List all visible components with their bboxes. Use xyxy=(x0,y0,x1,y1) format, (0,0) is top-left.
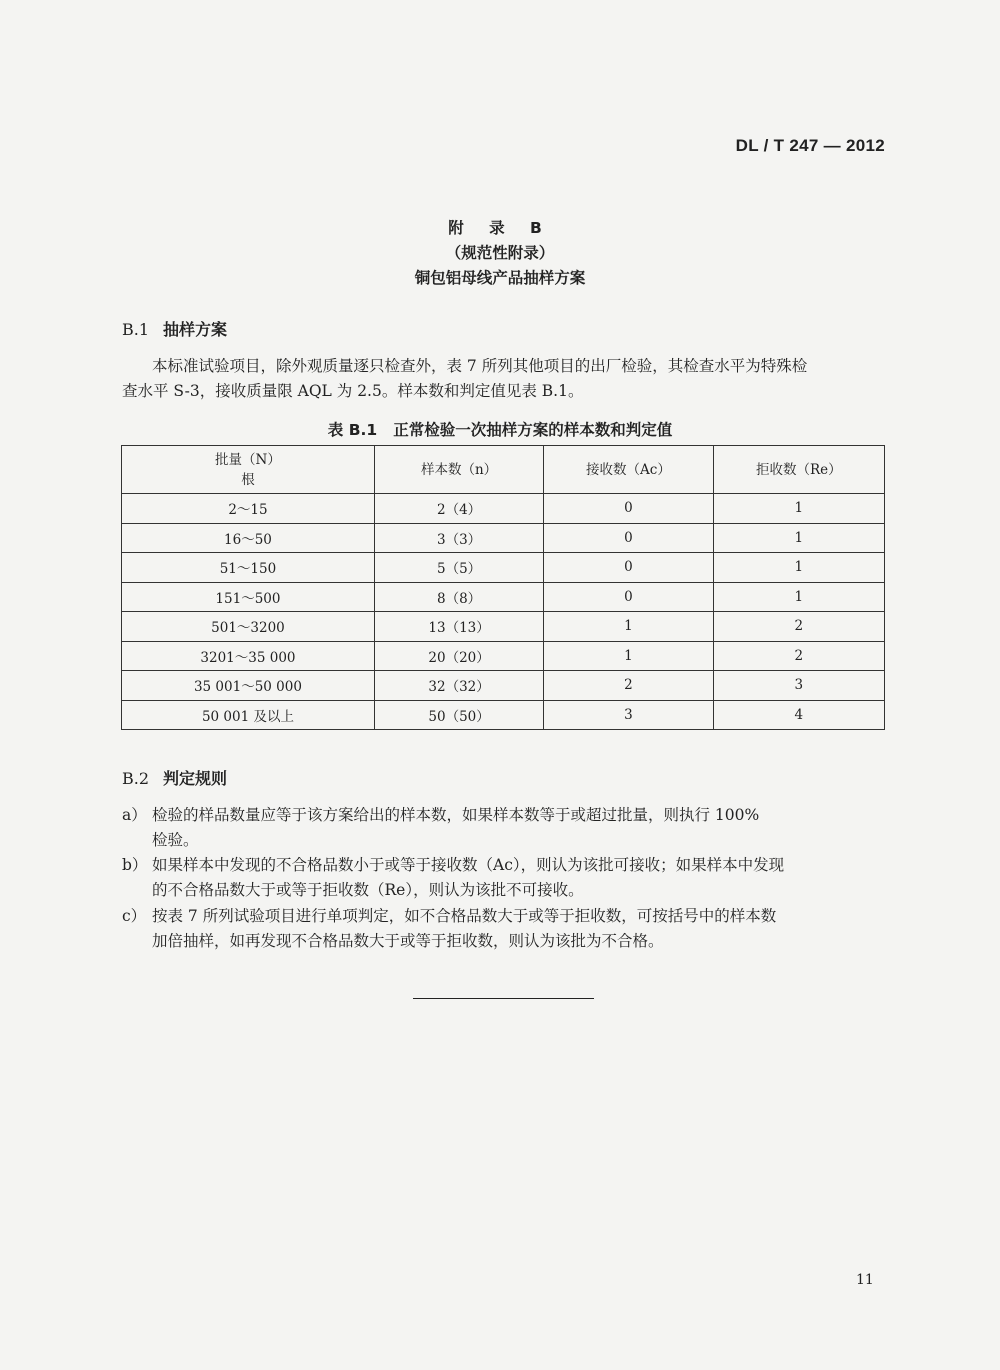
cell-re: 4 xyxy=(713,700,884,730)
cell-sample: 2（4） xyxy=(374,494,543,524)
list-item xyxy=(122,853,887,903)
cell-ac: 2 xyxy=(544,671,713,701)
cell-sample: 50（50） xyxy=(374,700,543,730)
cell-sample: 32（32） xyxy=(374,671,543,701)
cell-ac: 0 xyxy=(544,494,713,524)
list-marker: b） xyxy=(122,856,148,874)
table-header-row xyxy=(122,446,885,494)
cell-sample: 8（8） xyxy=(374,582,543,612)
table-row xyxy=(122,612,885,642)
list-item-line-1: 如果样本中发现的不合格品数小于或等于接收数（Ac），则认为该批可接收；如果样本中发现 xyxy=(152,856,785,874)
cell-re: 2 xyxy=(713,612,884,642)
cell-re: 2 xyxy=(713,641,884,671)
list-item-line-2: 检验。 xyxy=(152,831,199,849)
table-row xyxy=(122,494,885,524)
list-item-line-2: 的不合格品数大于或等于拒收数（Re），则认为该批不可接收。 xyxy=(152,881,584,899)
section-b2-number: B.2 xyxy=(122,769,150,788)
cell-batch: 35 001～50 000 xyxy=(122,671,375,701)
cell-batch: 151～500 xyxy=(122,582,375,612)
cell-sample: 5（5） xyxy=(374,553,543,583)
list-marker: c） xyxy=(122,907,147,925)
cell-ac: 3 xyxy=(544,700,713,730)
list-marker: a） xyxy=(122,806,147,824)
table-row xyxy=(122,700,885,730)
table-row xyxy=(122,582,885,612)
header-batch-line2: 根 xyxy=(241,471,255,488)
appendix-title: 附 录 B xyxy=(448,219,552,237)
section-b1-title: 抽样方案 xyxy=(163,320,228,339)
list-item-line-2: 加倍抽样，如再发现不合格品数大于或等于拒收数，则认为该批为不合格。 xyxy=(152,932,664,950)
cell-batch: 3201～35 000 xyxy=(122,641,375,671)
section-b2-heading xyxy=(122,766,227,789)
end-rule-divider xyxy=(413,998,594,999)
cell-ac: 0 xyxy=(544,523,713,553)
standard-code: DL / T 247 — 2012 xyxy=(735,136,885,155)
cell-sample: 20（20） xyxy=(374,641,543,671)
cell-batch: 16～50 xyxy=(122,523,375,553)
cell-sample: 13（13） xyxy=(374,612,543,642)
section-b2-title: 判定规则 xyxy=(163,769,228,788)
section-b1-paragraph xyxy=(122,354,887,404)
paragraph-line-2: 查水平 S-3，接收质量限 AQL 为 2.5。样本数和判定值见表 B.1。 xyxy=(122,382,584,400)
list-item xyxy=(122,904,887,954)
header-sample-size: 样本数（n） xyxy=(374,446,543,494)
cell-ac: 0 xyxy=(544,553,713,583)
cell-re: 1 xyxy=(713,523,884,553)
section-b1-heading xyxy=(122,317,227,340)
list-item xyxy=(122,803,887,853)
table-number: 表 B.1 xyxy=(327,421,378,439)
cell-batch: 2～15 xyxy=(122,494,375,524)
table-caption xyxy=(0,418,1000,440)
paragraph-line-1: 本标准试验项目，除外观质量逐只检查外，表 7 所列其他项目的出厂检验，其检查水平为特殊检 xyxy=(152,357,808,375)
header-batch xyxy=(122,446,375,494)
cell-ac: 1 xyxy=(544,612,713,642)
list-item-line-1: 按表 7 所列试验项目进行单项判定，如不合格品数大于或等于拒收数，可按括号中的样本数 xyxy=(152,907,777,925)
cell-ac: 0 xyxy=(544,582,713,612)
cell-re: 3 xyxy=(713,671,884,701)
table-row xyxy=(122,641,885,671)
appendix-name: 铜包铝母线产品抽样方案 xyxy=(414,269,586,287)
sampling-table xyxy=(121,445,885,730)
cell-batch: 501～3200 xyxy=(122,612,375,642)
table-row xyxy=(122,523,885,553)
header-reject-number: 拒收数（Re） xyxy=(713,446,884,494)
page-number: 11 xyxy=(856,1272,874,1288)
table-row xyxy=(122,553,885,583)
cell-re: 1 xyxy=(713,494,884,524)
cell-re: 1 xyxy=(713,582,884,612)
section-b1-number: B.1 xyxy=(122,320,150,339)
appendix-subtitle: （规范性附录） xyxy=(445,244,555,262)
header-batch-line1: 批量（N） xyxy=(215,451,281,468)
cell-ac: 1 xyxy=(544,641,713,671)
cell-batch: 51～150 xyxy=(122,553,375,583)
table-row xyxy=(122,671,885,701)
list-item-line-1: 检验的样品数量应等于该方案给出的样本数，如果样本数等于或超过批量，则执行 100% xyxy=(152,806,760,824)
table-title: 正常检验一次抽样方案的样本数和判定值 xyxy=(393,421,673,439)
header-accept-number: 接收数（Ac） xyxy=(544,446,713,494)
cell-re: 1 xyxy=(713,553,884,583)
cell-batch: 50 001 及以上 xyxy=(122,700,375,730)
cell-sample: 3（3） xyxy=(374,523,543,553)
